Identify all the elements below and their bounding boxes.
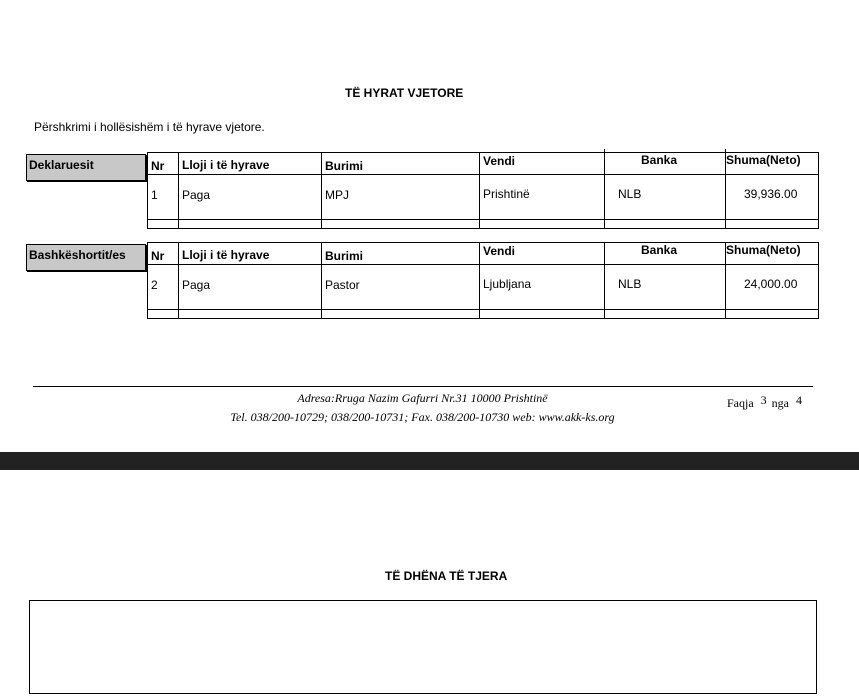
page-number <box>727 393 802 411</box>
spouse-label: Bashkëshortit/es <box>26 244 146 271</box>
footer-address: Adresa:Rruga Nazim Gafurri Nr.31 10000 Prishtinë <box>297 391 548 405</box>
declarant-label: Deklaruesit <box>26 154 146 181</box>
row-nr: 2 <box>151 278 158 292</box>
spouse-income-table <box>147 242 819 319</box>
page-sep: nga <box>771 396 789 410</box>
row-burimi: MPJ <box>325 188 349 202</box>
row-burimi: Pastor <box>325 278 360 292</box>
row-shuma: 39,936.00 <box>744 187 798 201</box>
section2-title: TË DHËNA TË TJERA <box>385 569 508 583</box>
page-current: 3 <box>760 393 767 407</box>
other-data-box <box>29 600 817 694</box>
row-banka: NLB <box>618 187 642 201</box>
col-vendi-header: Vendi <box>483 154 516 168</box>
col-banka-header: Banka <box>641 243 678 257</box>
col-burimi-header: Burimi <box>325 249 364 263</box>
col-nr-header: Nr <box>151 249 165 263</box>
section-intro: Përshkrimi i hollësishëm i të hyrave vjetore. <box>34 120 265 134</box>
row-vendi: Ljubljana <box>483 277 532 291</box>
footer-divider <box>33 386 813 387</box>
page-separator <box>0 452 859 470</box>
row-nr: 1 <box>151 188 158 202</box>
col-lloji-header: Lloji i të hyrave <box>182 248 270 262</box>
col-shuma-header: Shuma(Neto) <box>726 243 801 257</box>
col-burimi-header: Burimi <box>325 159 364 173</box>
page-total: 4 <box>796 393 802 407</box>
page-word: Faqja <box>727 396 754 410</box>
section-title: TË HYRAT VJETORE <box>345 86 464 100</box>
row-lloji: Paga <box>182 188 211 202</box>
col-lloji-header: Lloji i të hyrave <box>182 158 270 172</box>
declarant-income-table <box>147 152 819 229</box>
row-banka: NLB <box>618 277 642 291</box>
row-vendi: Prishtinë <box>483 187 530 201</box>
col-banka-header: Banka <box>641 153 678 167</box>
row-shuma: 24,000.00 <box>744 277 798 291</box>
row-lloji: Paga <box>182 278 211 292</box>
col-shuma-header: Shuma(Neto) <box>726 153 801 167</box>
col-vendi-header: Vendi <box>483 244 516 258</box>
col-nr-header: Nr <box>151 159 165 173</box>
footer-contact: Tel. 038/200-10729; 038/200-10731; Fax. 038/200-10730 web: www.akk-ks.org <box>230 410 615 424</box>
